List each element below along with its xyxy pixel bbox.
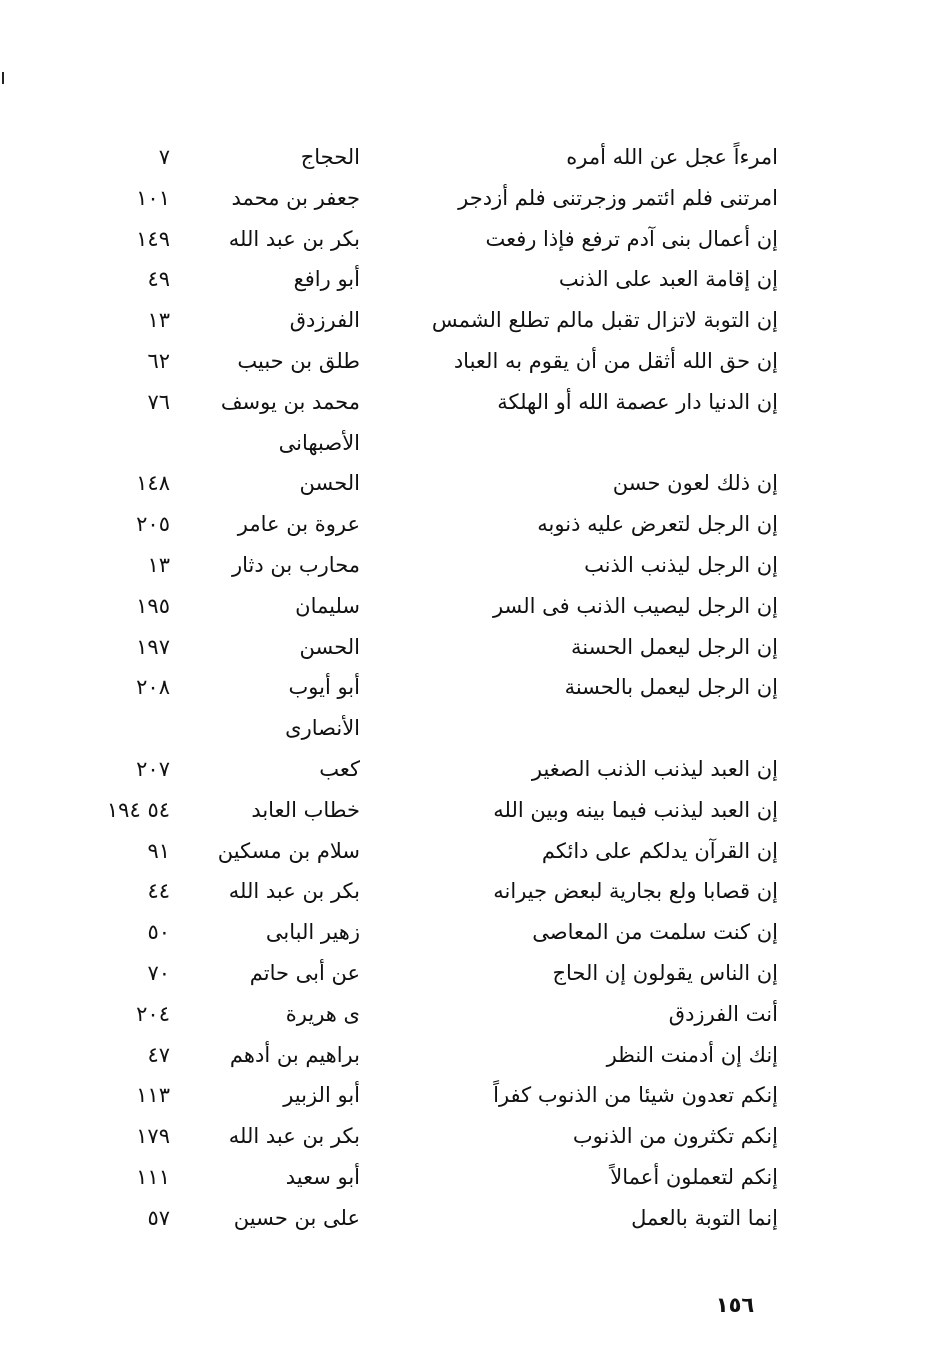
entry-page-number: ١٧٩ bbox=[136, 1124, 170, 1148]
entry-attribution: بكر بن عبد الله bbox=[228, 227, 360, 251]
entry-page-number: ٤٩ bbox=[147, 267, 170, 291]
entry-phrase: إن ذلك لعون حسن bbox=[612, 471, 778, 495]
index-entry bbox=[0, 708, 930, 748]
entry-phrase: إنما التوبة بالعمل bbox=[631, 1206, 778, 1230]
index-entry bbox=[0, 1075, 930, 1115]
entry-phrase: إن القرآن يدلكم على دائكم bbox=[541, 839, 778, 863]
index-entry bbox=[0, 749, 930, 789]
entry-phrase: امرءاً عجل عن الله أمره bbox=[566, 145, 778, 169]
entry-phrase: إنكم لتعملون أعمالاً bbox=[610, 1165, 778, 1189]
entry-page-number: ٤٧ bbox=[147, 1043, 170, 1067]
entry-page-number: ١٠١ bbox=[136, 186, 170, 210]
entry-phrase: إن التوبة لاتزال تقبل مالم تطلع الشمس bbox=[431, 308, 778, 332]
entry-attribution: ى هريرة bbox=[285, 1002, 360, 1026]
index-entry bbox=[0, 259, 930, 299]
entry-phrase: إن إقامة العبد على الذنب bbox=[558, 267, 778, 291]
index-entry bbox=[0, 1198, 930, 1238]
index-entry bbox=[0, 790, 930, 830]
index-entry bbox=[0, 1157, 930, 1197]
index-entry bbox=[0, 219, 930, 259]
entry-attribution: بكر بن عبد الله bbox=[228, 1124, 360, 1148]
entry-attribution: أبو الزبير bbox=[283, 1083, 360, 1107]
entry-attribution: بكر بن عبد الله bbox=[228, 879, 360, 903]
entry-page-number: ٢٠٤ bbox=[136, 1002, 170, 1026]
entry-page-number: ٤٤ bbox=[147, 879, 170, 903]
entry-page-number: ١١٣ bbox=[136, 1083, 170, 1107]
entry-attribution: الحسن bbox=[299, 635, 360, 659]
entry-attribution: الأصبهانى bbox=[278, 431, 360, 455]
index-entry bbox=[0, 586, 930, 626]
entry-page-number: ٦٢ bbox=[147, 349, 170, 373]
index-entry bbox=[0, 545, 930, 585]
entry-page-number: ١١١ bbox=[136, 1165, 170, 1189]
entry-attribution: محمد بن يوسف bbox=[220, 390, 360, 414]
entry-page-number: ٧٦ bbox=[147, 390, 170, 414]
page-number: ١٥٦ bbox=[715, 1293, 755, 1317]
entry-phrase: إن الرجل لتعرض عليه ذنوبه bbox=[537, 512, 778, 536]
entry-phrase: إن العبد ليذنب الذنب الصغير bbox=[531, 757, 778, 781]
index-entry bbox=[0, 463, 930, 503]
entry-page-number: ٢٠٨ bbox=[136, 675, 170, 699]
entry-attribution: خطاب العابد bbox=[251, 798, 360, 822]
index-entry bbox=[0, 871, 930, 911]
entry-phrase: إن كنت سلمت من المعاصى bbox=[532, 920, 778, 944]
entry-page-number: ١٤٩ bbox=[136, 227, 170, 251]
entry-phrase: امرتنى فلم ائتمر وزجرتنى فلم أزدجر bbox=[458, 186, 778, 210]
index-entry bbox=[0, 1035, 930, 1075]
index-entry bbox=[0, 382, 930, 422]
entry-attribution: على بن حسين bbox=[233, 1206, 360, 1230]
entry-page-number: ٩١ bbox=[147, 839, 170, 863]
entry-attribution: كعب bbox=[319, 757, 360, 781]
entry-page-number: ٧ bbox=[158, 145, 170, 169]
entry-attribution: زهير البابى bbox=[265, 920, 360, 944]
index-entry bbox=[0, 994, 930, 1034]
entry-attribution: طلق بن حبيب bbox=[237, 349, 360, 373]
entry-phrase: إن حق الله أثقل من أن يقوم به العباد bbox=[453, 349, 778, 373]
entry-phrase: إن الرجل ليعمل بالحسنة bbox=[564, 675, 778, 699]
entry-attribution: سلام بن مسكين bbox=[217, 839, 360, 863]
entry-page-number: ١٤٨ bbox=[136, 471, 170, 495]
entry-page-number: ٥٠ bbox=[147, 920, 170, 944]
entry-attribution: أبو أيوب bbox=[288, 675, 360, 699]
margin-mark bbox=[2, 72, 4, 84]
entry-attribution: عروة بن عامر bbox=[237, 512, 360, 536]
entry-attribution: أبو رافع bbox=[293, 267, 360, 291]
entry-page-number: ١٣ bbox=[147, 308, 170, 332]
index-entry bbox=[0, 627, 930, 667]
entry-attribution: سليمان bbox=[295, 594, 360, 618]
entry-attribution: جعفر بن محمد bbox=[231, 186, 360, 210]
entry-phrase: إن الناس يقولون إن الحاج bbox=[552, 961, 778, 985]
entry-page-number: ٥٧ bbox=[147, 1206, 170, 1230]
entry-page-number: ٥٤ ١٩٤ bbox=[106, 798, 170, 822]
index-entry bbox=[0, 831, 930, 871]
index-entry bbox=[0, 178, 930, 218]
index-entry bbox=[0, 341, 930, 381]
index-entry bbox=[0, 1116, 930, 1156]
entry-attribution: الحسن bbox=[299, 471, 360, 495]
entry-phrase: إن أعمال بنى آدم ترفع فإذا رفعت bbox=[485, 227, 778, 251]
index-entry bbox=[0, 912, 930, 952]
index-entry bbox=[0, 667, 930, 707]
index-entry bbox=[0, 953, 930, 993]
entry-phrase: إن قصابا ولع بجارية لبعض جيرانه bbox=[493, 879, 778, 903]
entry-phrase: أنت الفرزدق bbox=[668, 1002, 778, 1026]
entry-attribution: الحجاج bbox=[300, 145, 360, 169]
entry-attribution: براهيم بن أدهم bbox=[229, 1043, 360, 1067]
index-entry bbox=[0, 504, 930, 544]
entry-phrase: إن الدنيا دار عصمة الله أو الهلكة bbox=[497, 390, 778, 414]
entry-phrase: إنكم تكثرون من الذنوب bbox=[572, 1124, 778, 1148]
entry-phrase: إن الرجل ليذنب الذنب bbox=[584, 553, 778, 577]
entry-phrase: إن الرجل ليصيب الذنب فى السر bbox=[492, 594, 778, 618]
entry-attribution: أبو سعيد bbox=[285, 1165, 360, 1189]
entry-page-number: ٧٠ bbox=[147, 961, 170, 985]
entry-phrase: إنك إن أدمنت النظر bbox=[606, 1043, 778, 1067]
index-entry bbox=[0, 300, 930, 340]
index-entry bbox=[0, 137, 930, 177]
entry-page-number: ١٣ bbox=[147, 553, 170, 577]
entry-attribution: الفرزدق bbox=[289, 308, 360, 332]
entry-page-number: ١٩٧ bbox=[136, 635, 170, 659]
entry-attribution: عن أبى حاتم bbox=[249, 961, 360, 985]
entry-phrase: إن الرجل ليعمل الحسنة bbox=[570, 635, 778, 659]
entry-phrase: إن العبد ليذنب فيما بينه وبين الله bbox=[493, 798, 778, 822]
index-entry bbox=[0, 423, 930, 463]
entry-phrase: إنكم تعدون شيئا من الذنوب كفراً bbox=[493, 1083, 778, 1107]
entry-attribution: الأنصارى bbox=[285, 716, 360, 740]
entry-attribution: محارب بن دثار bbox=[231, 553, 360, 577]
entry-page-number: ٢٠٥ bbox=[136, 512, 170, 536]
entry-page-number: ٢٠٧ bbox=[136, 757, 170, 781]
entry-page-number: ١٩٥ bbox=[136, 594, 170, 618]
